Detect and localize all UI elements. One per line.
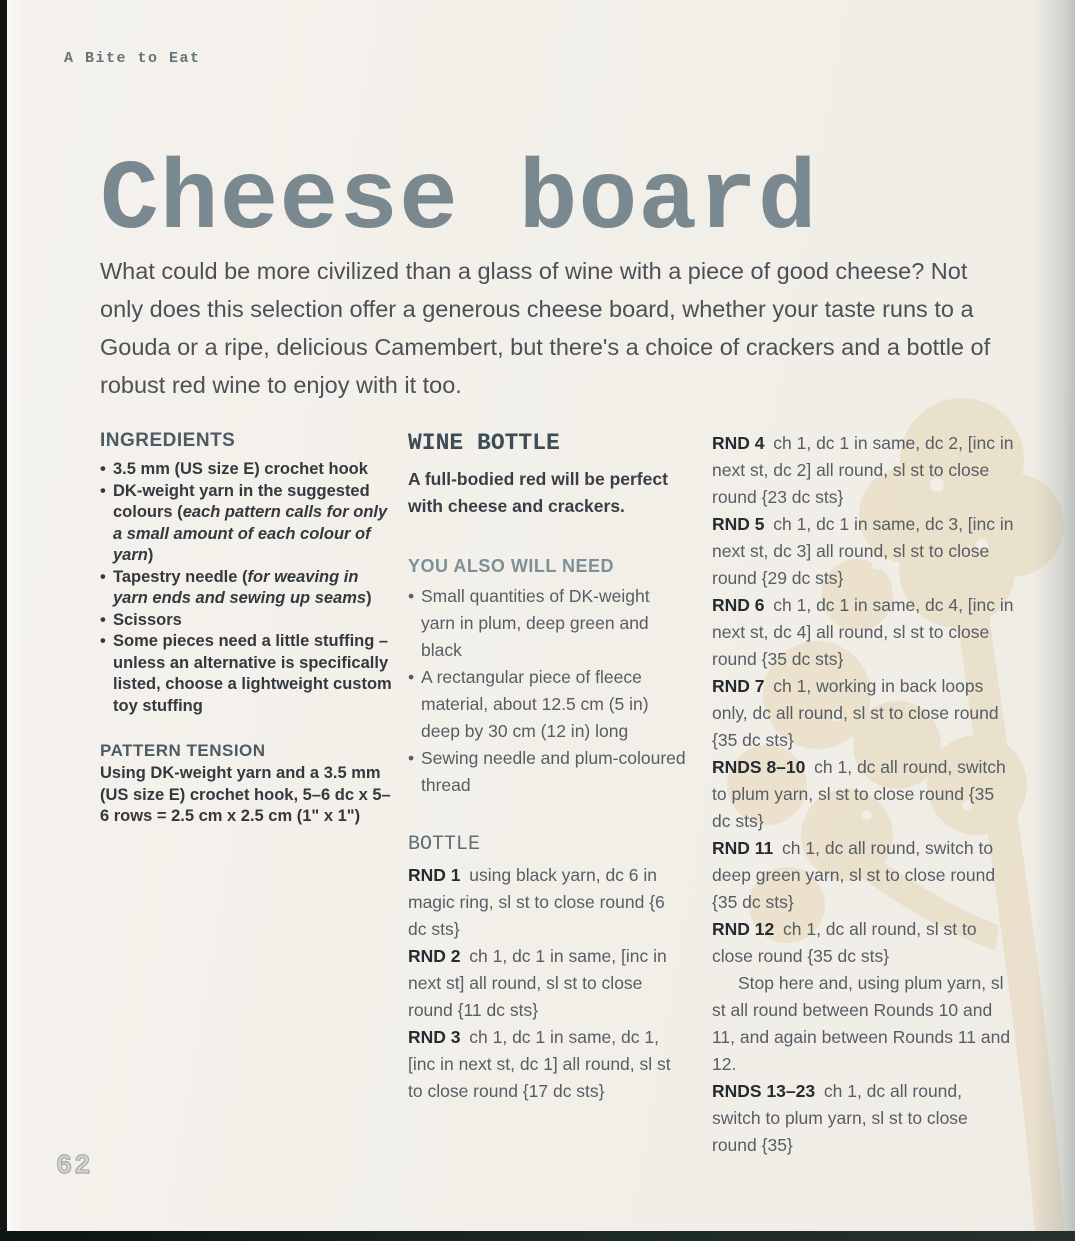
round-instruction: RNDS 13–23 ch 1, dc all round, switch to plum yarn, sl st to close round {35} bbox=[712, 1081, 968, 1155]
round-instruction: RND 2 ch 1, dc 1 in same, [inc in next st] all round, sl st to close round {11 dc sts} bbox=[408, 946, 667, 1020]
ingredients-column bbox=[100, 430, 392, 828]
ingredients-list bbox=[100, 459, 392, 717]
ingredient-item: • Tapestry needle (for weaving in yarn ends and sewing up seams) bbox=[100, 567, 392, 610]
round-label: RND 2 bbox=[408, 946, 461, 966]
stop-here-note: Stop here and, using plum yarn, sl st all round between Rounds 10 and 11, and again between Rounds 11 and 12. bbox=[712, 973, 1011, 1074]
round-instruction: RNDS 8–10 ch 1, dc all round, switch to plum yarn, sl st to close round {35 dc sts} bbox=[712, 757, 1006, 831]
you-also-will-need-list bbox=[408, 583, 688, 799]
you-also-will-need-heading: YOU ALSO WILL NEED bbox=[408, 556, 615, 576]
wine-bottle-heading: WINE BOTTLE bbox=[408, 430, 560, 456]
ingredient-item: • Scissors bbox=[100, 610, 392, 632]
round-instruction: RND 5 ch 1, dc 1 in same, dc 3, [inc in next st, dc 3] all round, sl st to close round {29 dc sts} bbox=[712, 514, 1014, 588]
ingredient-item: • DK-weight yarn in the suggested colours (each pattern calls for only a small amount of each colour of yarn) bbox=[100, 481, 392, 567]
section-header: A Bite to Eat bbox=[64, 50, 201, 67]
round-label: RND 11 bbox=[712, 838, 774, 858]
round-label: RNDS 13–23 bbox=[712, 1081, 816, 1101]
bottle-rounds-4-12 bbox=[712, 430, 1014, 970]
continuation-column bbox=[712, 430, 1014, 1159]
round-instruction: RND 4 ch 1, dc 1 in same, dc 2, [inc in next st, dc 2] all round, sl st to close round {23 dc sts} bbox=[712, 433, 1014, 507]
round-label: RND 12 bbox=[712, 919, 775, 939]
round-instruction: RND 12 ch 1, dc all round, sl st to close round {35 dc sts} bbox=[712, 919, 977, 966]
need-item: • Sewing needle and plum-coloured thread bbox=[408, 745, 688, 799]
pattern-tension-body: Using DK-weight yarn and a 3.5 mm (US size E) crochet hook, 5–6 dc x 5–6 rows = 2.5 cm x 2.5 cm (1" x 1") bbox=[100, 764, 391, 825]
need-item: • A rectangular piece of fleece material, about 12.5 cm (5 in) deep by 30 cm (12 in) long bbox=[408, 664, 688, 745]
round-label: RND 7 bbox=[712, 676, 765, 696]
round-label: RND 3 bbox=[408, 1027, 461, 1047]
round-instruction: RND 11 ch 1, dc all round, switch to deep green yarn, sl st to close round {35 dc sts} bbox=[712, 838, 996, 912]
intro-paragraph: What could be more civilized than a glass of wine with a piece of good cheese? Not only does this selection offer a generous cheese board, whether your taste runs to a Gouda or a ripe, delicious Camembert, but there's a choice of crackers and a bottle of robust red wine to enjoy with it too. bbox=[100, 257, 991, 398]
round-label: RND 1 bbox=[408, 865, 461, 885]
ingredient-item: • Some pieces need a little stuffing – unless an alternative is specifically listed, choose a lightweight custom toy stuffing bbox=[100, 631, 392, 717]
page-title: Cheese board bbox=[100, 145, 818, 257]
round-label: RND 5 bbox=[712, 514, 765, 534]
bottle-rounds-1-3 bbox=[408, 862, 688, 1105]
bottle-heading: BOTTLE bbox=[408, 833, 481, 856]
round-label: RND 6 bbox=[712, 595, 765, 615]
wine-bottle-column bbox=[408, 430, 688, 1105]
wine-bottle-description: A full-bodied red will be perfect with cheese and crackers. bbox=[408, 469, 668, 516]
need-item: • Small quantities of DK-weight yarn in plum, deep green and black bbox=[408, 583, 688, 664]
round-instruction: RND 6 ch 1, dc 1 in same, dc 4, [inc in next st, dc 4] all round, sl st to close round {35 dc sts} bbox=[712, 595, 1014, 669]
pattern-tension-heading: PATTERN TENSION bbox=[100, 741, 266, 760]
page-edge-highlight bbox=[7, 0, 25, 1241]
scan-edge-left bbox=[0, 0, 7, 1241]
ingredients-heading: INGREDIENTS bbox=[100, 430, 236, 451]
page-number: 62 bbox=[56, 1152, 93, 1182]
bottle-rounds-13-23 bbox=[712, 1078, 1014, 1159]
scan-edge-bottom bbox=[0, 1231, 1075, 1241]
round-label: RND 4 bbox=[712, 433, 765, 453]
round-instruction: RND 1 using black yarn, dc 6 in magic ring, sl st to close round {6 dc sts} bbox=[408, 865, 665, 939]
ingredient-item: • 3.5 mm (US size E) crochet hook bbox=[100, 459, 392, 481]
page-curl-shadow bbox=[1033, 0, 1075, 1241]
round-instruction: RND 3 ch 1, dc 1 in same, dc 1, [inc in next st, dc 1] all round, sl st to close round {17 dc sts} bbox=[408, 1027, 671, 1101]
round-label: RNDS 8–10 bbox=[712, 757, 806, 777]
round-instruction: RND 7 ch 1, working in back loops only, dc all round, sl st to close round {35 dc sts} bbox=[712, 676, 999, 750]
